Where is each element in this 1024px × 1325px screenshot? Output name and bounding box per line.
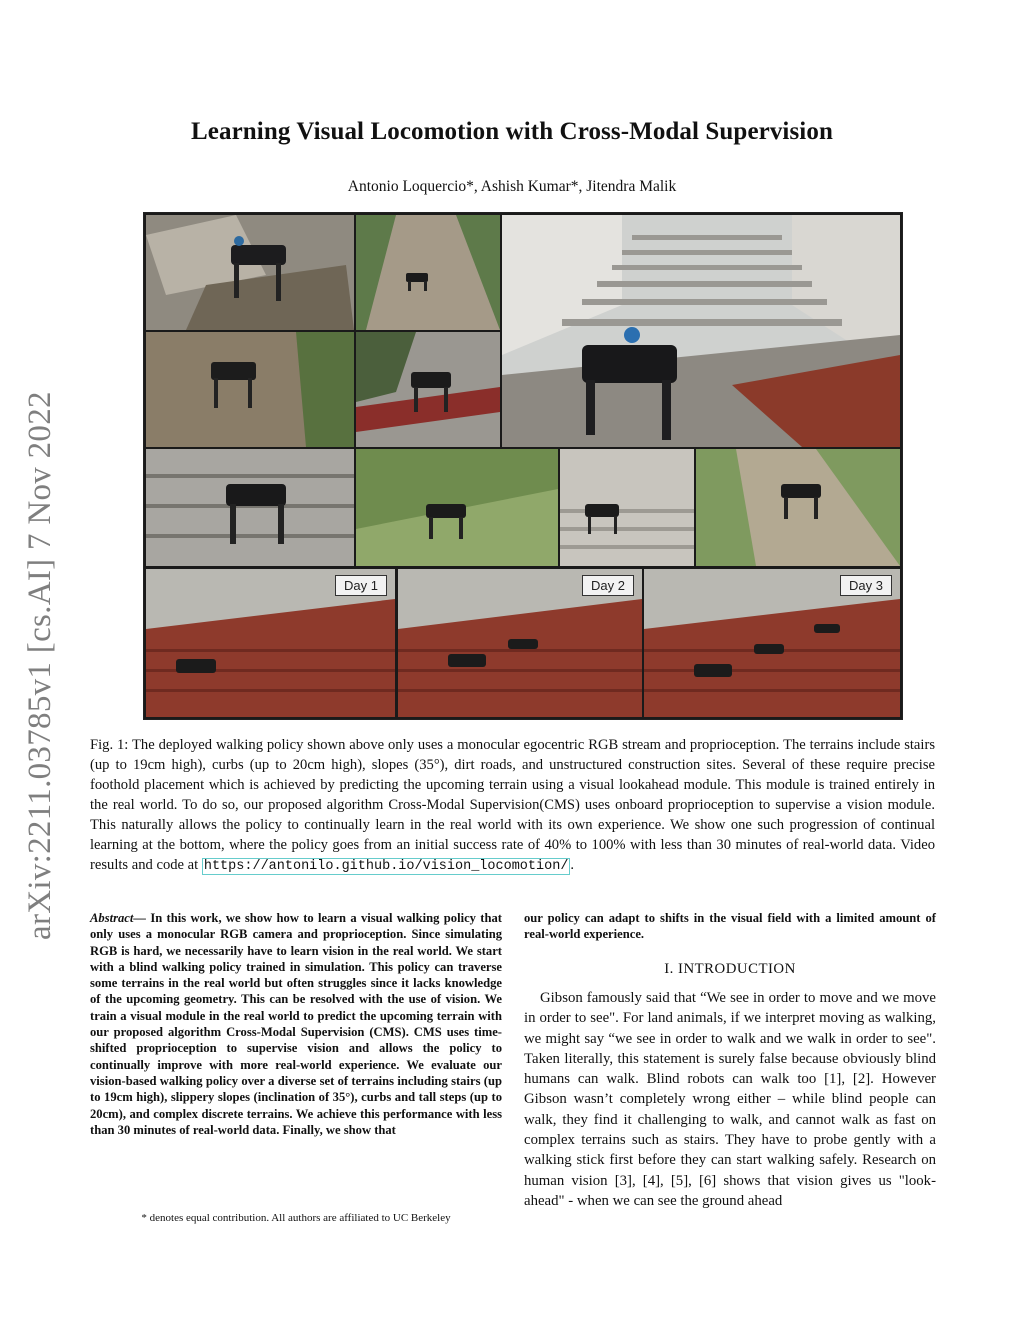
photo-robot-concrete-stairs	[560, 449, 694, 566]
caption-end: .	[570, 857, 575, 873]
photo-day-3	[644, 569, 900, 717]
abstract-lead: Abstract—	[90, 911, 146, 925]
day-3-label: Day 3	[840, 575, 892, 596]
photo-robot-rubble	[146, 332, 354, 447]
day-2-label: Day 2	[582, 575, 634, 596]
photo-robot-big-stairs	[502, 215, 900, 447]
paper-title: Learning Visual Locomotion with Cross-Modal Supervision	[191, 118, 833, 145]
abstract	[90, 910, 502, 1138]
caption-text: Fig. 1: The deployed walking policy shown above only uses a monocular egocentric RGB stream and proprioception. The terrains include stairs (up to 19cm high), curbs (up to 20cm high), slopes (35°), dirt roads, and unstructured construction sites. Several of these require precise foothold placement which is achieved by predicting the upcoming terrain using a visual lookahead module. This module is trained entirely in the real world. To do so, our proposed algorithm Cross-Modal Supervision(CMS) uses onboard proprioception to supervise a vision module. This naturally allows the policy to continually learn in the real world with its own experience. We show one such progression of continual learning at the bottom, where the policy goes from an initial success rate of 40% to 100% with less than 30 minutes of real-world data. Video results and code at	[90, 737, 935, 873]
figure-1	[143, 212, 903, 720]
author-list: Antonio Loquercio*, Ashish Kumar*, Jitendra Malik	[347, 178, 677, 195]
photo-robot-grey-steps	[146, 449, 354, 566]
abstract-continued: our policy can adapt to shifts in the visual field with a limited amount of real-world experience.	[524, 911, 936, 942]
photo-day-2	[398, 569, 642, 717]
footnote: * denotes equal contribution. All authors are affiliated to UC Berkeley	[141, 1212, 451, 1224]
photo-robot-trail	[696, 449, 900, 566]
photo-day-1	[146, 569, 395, 717]
photo-robot-on-boards	[146, 215, 354, 330]
day-1-label: Day 1	[335, 575, 387, 596]
photo-robot-curb	[356, 332, 500, 447]
abstract-text: In this work, we show how to learn a visual walking policy that only uses a monocular RGB camera and proprioception. Since simulating RGB is hard, we necessarily have to learn vision in the real world. We start with a blind walking policy trained in simulation. This policy can traverse some terrains in the real world but often struggles since it lacks knowledge of the upcoming geometry. This can be resolved with the use of vision. We train a visual module in the real world to predict the upcoming terrain with our proposed algorithm Cross-Modal Supervision (CMS). CMS uses time-shifted proprioception to supervise vision and allows the policy to continually improve with more real-world experience. We evaluate our vision-based walking policy over a diverse set of terrains including stairs (up to 19cm high), slippery slopes (inclination of 35°), curbs and tall steps (up to 20cm), and complex discrete terrains. We achieve this performance with less than 30 minutes of real-world data. Finally, we show that	[90, 911, 502, 1137]
section-heading-introduction: I. INTRODUCTION	[664, 961, 796, 977]
photo-robot-ivy	[356, 449, 558, 566]
introduction-paragraph: Gibson famously said that “We see in order to move and we move in order to see". For land animals, if we interpret moving as walking, we might say “we see in order to walk and we walk in order to see". Taken literally, this statement is surely false because obviously blind humans can walk. Blind robots can walk too [1], [2]. However Gibson wasn’t completely wrong either – while blind people can walk, they find it challenging to walk, and cannot walk as fast on complex terrains such as stairs. They have to probe gently with a walking stick first before they can start walking safely. Research on human vision [3], [4], [5], [6] shows that vision gives us "look-ahead" - when we can see the ground ahead	[524, 990, 936, 1209]
arxiv-identifier: arXiv:2211.03785v1 [cs.AI] 7 Nov 2022	[22, 391, 58, 940]
project-url-link[interactable]: https://antonilo.github.io/vision_locomotion/	[203, 859, 569, 874]
figure-caption	[90, 735, 935, 877]
photo-robot-dirt-path	[356, 215, 500, 330]
